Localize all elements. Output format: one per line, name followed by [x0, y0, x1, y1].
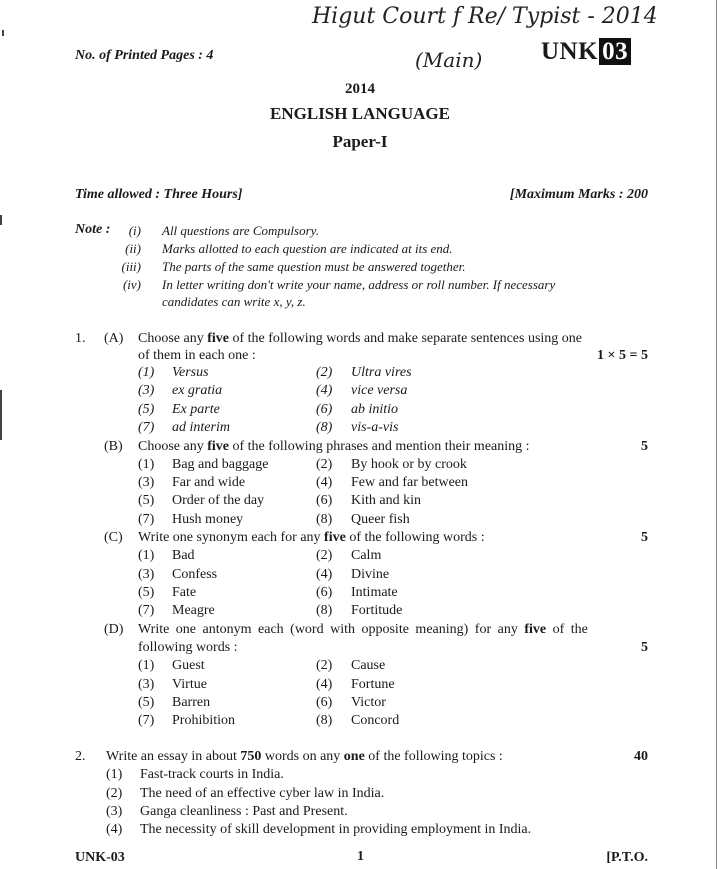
question-1a-instruction-cont: of them in each one : — [138, 348, 256, 363]
note-label: Note : — [75, 222, 111, 237]
item-number: (6) — [316, 585, 333, 600]
instruction-text: words on any — [261, 749, 344, 764]
instruction-text: Write one synonym each for any — [138, 530, 325, 545]
instruction-text: of the following words and make separate sentences using one — [228, 331, 582, 346]
instruction-text: of the following phrases and mention their meaning : — [228, 439, 530, 454]
note-item-number: (i) — [128, 223, 141, 238]
item-term: ab initio — [351, 402, 399, 417]
item-term: Prohibition — [172, 713, 236, 728]
handwritten-note-main: (Main) — [415, 48, 483, 72]
item-number: (1) — [138, 365, 155, 380]
instruction-emphasis: five — [207, 439, 229, 454]
question-1a-instruction — [138, 331, 582, 347]
paper-code — [541, 38, 631, 66]
item-number: (3) — [138, 383, 155, 398]
item-number: (1) — [138, 457, 155, 472]
item-term: Meagre — [172, 603, 215, 618]
question-1b-instruction — [138, 439, 530, 455]
time-allowed: Time allowed : Three Hours] — [75, 187, 243, 202]
question-1d-instruction-cont: following words : — [138, 640, 238, 655]
note-item-text: In letter writing don't write your name, address or roll number. If necessary — [162, 277, 556, 292]
item-term: Fate — [172, 585, 197, 600]
item-term: Few and far between — [351, 475, 469, 490]
scan-edge-mark — [2, 30, 4, 36]
question-1c-label: (C) — [104, 530, 123, 545]
item-number: (3) — [138, 567, 155, 582]
item-term: Ultra vires — [351, 365, 412, 380]
item-term: Fortune — [351, 677, 395, 692]
maximum-marks: [Maximum Marks : 200 — [509, 187, 648, 202]
item-number: (5) — [138, 493, 155, 508]
topic-text: The necessity of skill development in providing employment in India. — [140, 822, 532, 837]
item-number: (6) — [316, 493, 333, 508]
item-number: (1) — [138, 548, 155, 563]
instruction-emphasis: 750 — [240, 749, 262, 764]
item-term: Fortitude — [351, 603, 403, 618]
instruction-text: of the — [546, 622, 588, 637]
question-1d-marks: 5 — [641, 640, 648, 655]
instruction-text: Choose any — [138, 331, 208, 346]
item-term: Hush money — [172, 512, 244, 527]
instruction-text: of the following words : — [345, 530, 485, 545]
topic-number: (4) — [106, 822, 123, 837]
topic-text: Ganga cleanliness : Past and Present. — [140, 804, 348, 819]
item-term: ad interim — [172, 420, 230, 435]
item-number: (8) — [316, 713, 333, 728]
item-term: Kith and kin — [351, 493, 421, 508]
handwritten-note: Higut Court f Re/ Typist - 2014 — [312, 4, 658, 29]
question-1c-marks: 5 — [641, 530, 648, 545]
item-number: (5) — [138, 402, 155, 417]
item-term: Guest — [172, 658, 205, 673]
instruction-emphasis: five — [207, 331, 229, 346]
item-term: Versus — [172, 365, 209, 380]
item-term: Victor — [351, 695, 386, 710]
item-term: Confess — [172, 567, 218, 582]
note-item-number: (ii) — [125, 241, 141, 256]
item-term: Concord — [351, 713, 400, 728]
item-term: Virtue — [172, 677, 207, 692]
item-number: (5) — [138, 695, 155, 710]
item-term: Bag and baggage — [172, 457, 269, 472]
footer-code: UNK-03 — [75, 850, 125, 865]
item-term: Order of the day — [172, 493, 265, 508]
page-number: 1 — [357, 849, 364, 864]
item-number: (4) — [316, 383, 333, 398]
instruction-text: of the following topics : — [364, 749, 503, 764]
instruction-text: Choose any — [138, 439, 208, 454]
item-term: Intimate — [351, 585, 398, 600]
scan-edge-mark — [0, 390, 2, 440]
item-term: Calm — [351, 548, 382, 563]
question-1a-marks: 1 × 5 = 5 — [597, 348, 648, 363]
paper-code-prefix: UNK — [541, 38, 599, 65]
question-1b-marks: 5 — [641, 439, 648, 454]
item-number: (6) — [316, 695, 333, 710]
topic-text: The need of an effective cyber law in India. — [140, 786, 385, 801]
question-1d-instruction — [138, 622, 588, 638]
topic-text: Fast-track courts in India. — [140, 767, 284, 782]
item-term: Ex parte — [172, 402, 220, 417]
instruction-text: Write an essay in about — [106, 749, 241, 764]
item-term: vis-a-vis — [351, 420, 399, 435]
question-2-marks: 40 — [634, 749, 648, 764]
item-term: Queer fish — [351, 512, 410, 527]
item-number: (1) — [138, 658, 155, 673]
paper-code-number: 03 — [599, 38, 631, 65]
item-number: (6) — [316, 402, 333, 417]
item-term: Far and wide — [172, 475, 246, 490]
instruction-emphasis: five — [324, 530, 346, 545]
item-number: (2) — [316, 457, 333, 472]
item-number: (4) — [316, 677, 333, 692]
item-term: By hook or by crook — [351, 457, 467, 472]
note-item-text: All questions are Compulsory. — [162, 223, 319, 238]
note-item-text: candidates can write x, y, z. — [162, 294, 306, 309]
item-term: ex gratia — [172, 383, 223, 398]
item-number: (2) — [316, 365, 333, 380]
item-number: (2) — [316, 658, 333, 673]
topic-number: (1) — [106, 767, 123, 782]
scan-edge-mark — [716, 0, 717, 869]
item-term: vice versa — [351, 383, 408, 398]
item-number: (7) — [138, 512, 155, 527]
item-term: Divine — [351, 567, 390, 582]
question-1b-label: (B) — [104, 439, 123, 454]
item-term: Barren — [172, 695, 211, 710]
question-1a-label: (A) — [104, 331, 124, 346]
note-item-number: (iii) — [121, 259, 141, 274]
item-number: (3) — [138, 475, 155, 490]
item-number: (7) — [138, 603, 155, 618]
exam-title: ENGLISH LANGUAGE — [270, 104, 450, 123]
note-item-text: Marks allotted to each question are indicated at its end. — [162, 241, 453, 256]
item-number: (8) — [316, 512, 333, 527]
topic-number: (2) — [106, 786, 123, 801]
item-number: (8) — [316, 603, 333, 618]
item-number: (4) — [316, 475, 333, 490]
item-number: (5) — [138, 585, 155, 600]
exam-year: 2014 — [345, 81, 375, 97]
item-number: (8) — [316, 420, 333, 435]
item-number: (2) — [316, 548, 333, 563]
item-term: Cause — [351, 658, 386, 673]
note-item-text: The parts of the same question must be answered together. — [162, 259, 466, 274]
topic-number: (3) — [106, 804, 123, 819]
printed-pages: No. of Printed Pages : 4 — [75, 48, 214, 63]
question-1d-label: (D) — [104, 622, 124, 637]
instruction-emphasis: five — [524, 622, 547, 637]
note-item-number: (iv) — [122, 277, 141, 292]
item-number: (4) — [316, 567, 333, 582]
question-2-number: 2. — [75, 749, 86, 764]
item-term: Bad — [172, 548, 195, 563]
question-2-instruction — [106, 749, 503, 765]
paper-number: Paper-I — [332, 132, 388, 151]
item-number: (7) — [138, 420, 155, 435]
question-1c-instruction — [138, 530, 485, 546]
instruction-text: Write one antonym each (word with opposite meaning) for any — [138, 622, 525, 637]
question-1-number: 1. — [75, 331, 86, 346]
scan-edge-mark — [0, 215, 2, 225]
please-turn-over: [P.T.O. — [606, 850, 648, 865]
item-number: (3) — [138, 677, 155, 692]
instruction-emphasis: one — [343, 749, 365, 764]
item-number: (7) — [138, 713, 155, 728]
